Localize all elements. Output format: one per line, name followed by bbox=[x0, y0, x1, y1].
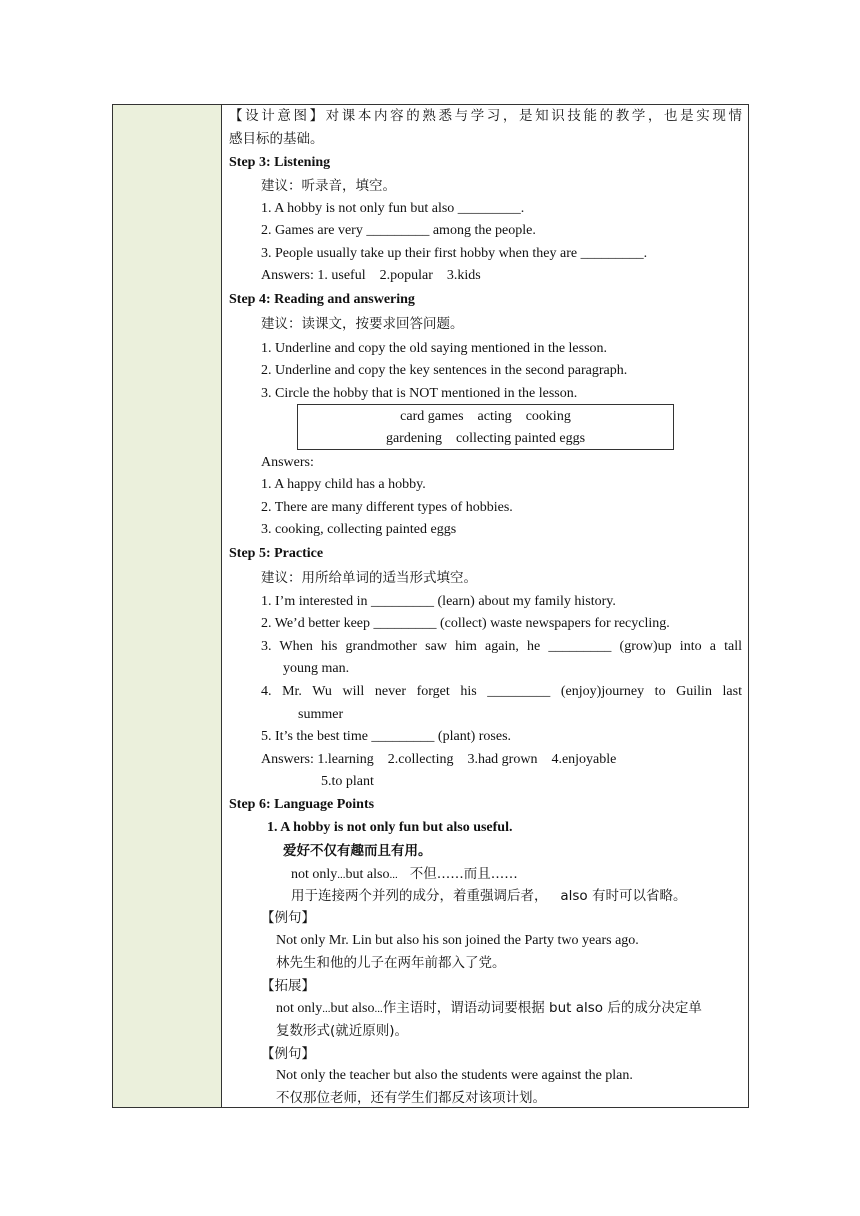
step5-question-5: 5. It’s the best time _________ (plant) roses. bbox=[261, 729, 512, 744]
step5-heading bbox=[229, 545, 323, 563]
extension-line-1 bbox=[276, 999, 702, 1018]
design-intent-line-2: 感目标的基础。 bbox=[229, 131, 324, 147]
step5-answers-line-2: 5.to plant bbox=[321, 774, 374, 789]
step4-question-3: 3. Circle the hobby that is NOT mentioned in the lesson. bbox=[261, 386, 578, 401]
example-1-english: Not only Mr. Lin but also his son joined the Party two years ago. bbox=[276, 933, 639, 948]
step3-heading bbox=[229, 154, 330, 172]
extension-rule: 作主语时，谓语动词要根据 but also 后的成分决定单 bbox=[382, 1000, 702, 1016]
example-2-english: Not only the teacher but also the students were against the plan. bbox=[276, 1068, 633, 1083]
structure-not-only: not only bbox=[291, 867, 338, 882]
extension-ellipsis-2: ... bbox=[374, 1003, 383, 1015]
step4-heading bbox=[229, 291, 415, 309]
step4-answer-2: 2. There are many different types of hobbies. bbox=[261, 500, 513, 515]
step4-question-1: 1. Underline and copy the old saying mentioned in the lesson. bbox=[261, 341, 608, 356]
step5-question-3-line-1: 3. When his grandmother saw him again, he _________ (grow)up into a tall bbox=[261, 639, 742, 654]
language-point-structure bbox=[291, 865, 518, 884]
step5-question-4-line-2: summer bbox=[298, 707, 344, 722]
step3-tip: 建议：听录音，填空。 bbox=[261, 178, 396, 194]
extension-but-also: but also bbox=[330, 1001, 375, 1016]
step6-name: : Language Points bbox=[265, 797, 375, 812]
step6-heading bbox=[229, 796, 374, 814]
step6-title: Step 6 bbox=[229, 797, 266, 812]
step5-question-3-line-2: young man. bbox=[283, 661, 350, 676]
example-1-chinese: 林先生和他的儿子在两年前都入了党。 bbox=[276, 955, 506, 971]
extension-ellipsis-1: ... bbox=[322, 1003, 331, 1015]
structure-meaning: 不但……而且…… bbox=[409, 866, 518, 882]
language-point-translation: 爱好不仅有趣而且有用。 bbox=[283, 843, 432, 859]
step3-name: : Listening bbox=[265, 155, 331, 170]
extension-line-2: 复数形式(就近原则)。 bbox=[276, 1023, 409, 1039]
step5-question-2: 2. We’d better keep _________ (collect) waste newspapers for recycling. bbox=[261, 616, 670, 631]
hobby-options-line-2: gardening collecting painted eggs bbox=[385, 431, 586, 446]
table-left-cell bbox=[112, 104, 222, 1108]
design-intent-line-1: 【设计意图】对课本内容的熟悉与学习，是知识技能的教学，也是实现情 bbox=[229, 108, 742, 124]
step5-question-4-line-1: 4. Mr. Wu will never forget his _________ (enjoy)journey to Guilin last bbox=[261, 684, 742, 699]
step4-question-2: 2. Underline and copy the key sentences in the second paragraph. bbox=[261, 363, 628, 378]
step4-name: : Reading and answering bbox=[265, 292, 415, 307]
step5-name: : Practice bbox=[265, 546, 324, 561]
step3-question-2: 2. Games are very _________ among the people. bbox=[261, 223, 536, 238]
step3-title: Step 3 bbox=[229, 155, 266, 170]
extension-label: 【拓展】 bbox=[261, 978, 315, 994]
language-point-usage: 用于连接两个并列的成分，着重强调后者， also 有时可以省略。 bbox=[291, 888, 687, 904]
step4-answers-label: Answers: bbox=[261, 455, 314, 470]
step5-answers: Answers: 1.learning 2.collecting 3.had grown 4.enjoyable bbox=[261, 752, 617, 767]
language-point-title: 1. A hobby is not only fun but also useful. bbox=[267, 820, 513, 835]
step4-title: Step 4 bbox=[229, 292, 266, 307]
extension-not-only: not only bbox=[276, 1001, 323, 1016]
example-1-label: 【例句】 bbox=[261, 910, 315, 926]
step5-tip: 建议：用所给单词的适当形式填空。 bbox=[261, 570, 477, 586]
hobby-options-line-1: card games acting cooking bbox=[400, 409, 571, 424]
example-2-chinese: 不仅那位老师，还有学生们都反对该项计划。 bbox=[276, 1090, 546, 1106]
structure-ellipsis-2: ... bbox=[389, 869, 398, 881]
step5-title: Step 5 bbox=[229, 546, 266, 561]
structure-ellipsis-1: ... bbox=[337, 869, 346, 881]
step3-question-3: 3. People usually take up their first hobby when they are _________. bbox=[261, 246, 648, 261]
step3-answers: Answers: 1. useful 2.popular 3.kids bbox=[261, 268, 481, 283]
step5-question-1: 1. I’m interested in _________ (learn) about my family history. bbox=[261, 594, 616, 609]
structure-but-also: but also bbox=[345, 867, 390, 882]
step3-question-1: 1. A hobby is not only fun but also _________. bbox=[261, 201, 525, 216]
example-2-label: 【例句】 bbox=[261, 1046, 315, 1062]
step4-tip: 建议：读课文，按要求回答问题。 bbox=[261, 316, 464, 332]
step4-answer-3: 3. cooking, collecting painted eggs bbox=[261, 522, 457, 537]
step4-answer-1: 1. A happy child has a hobby. bbox=[261, 477, 426, 492]
